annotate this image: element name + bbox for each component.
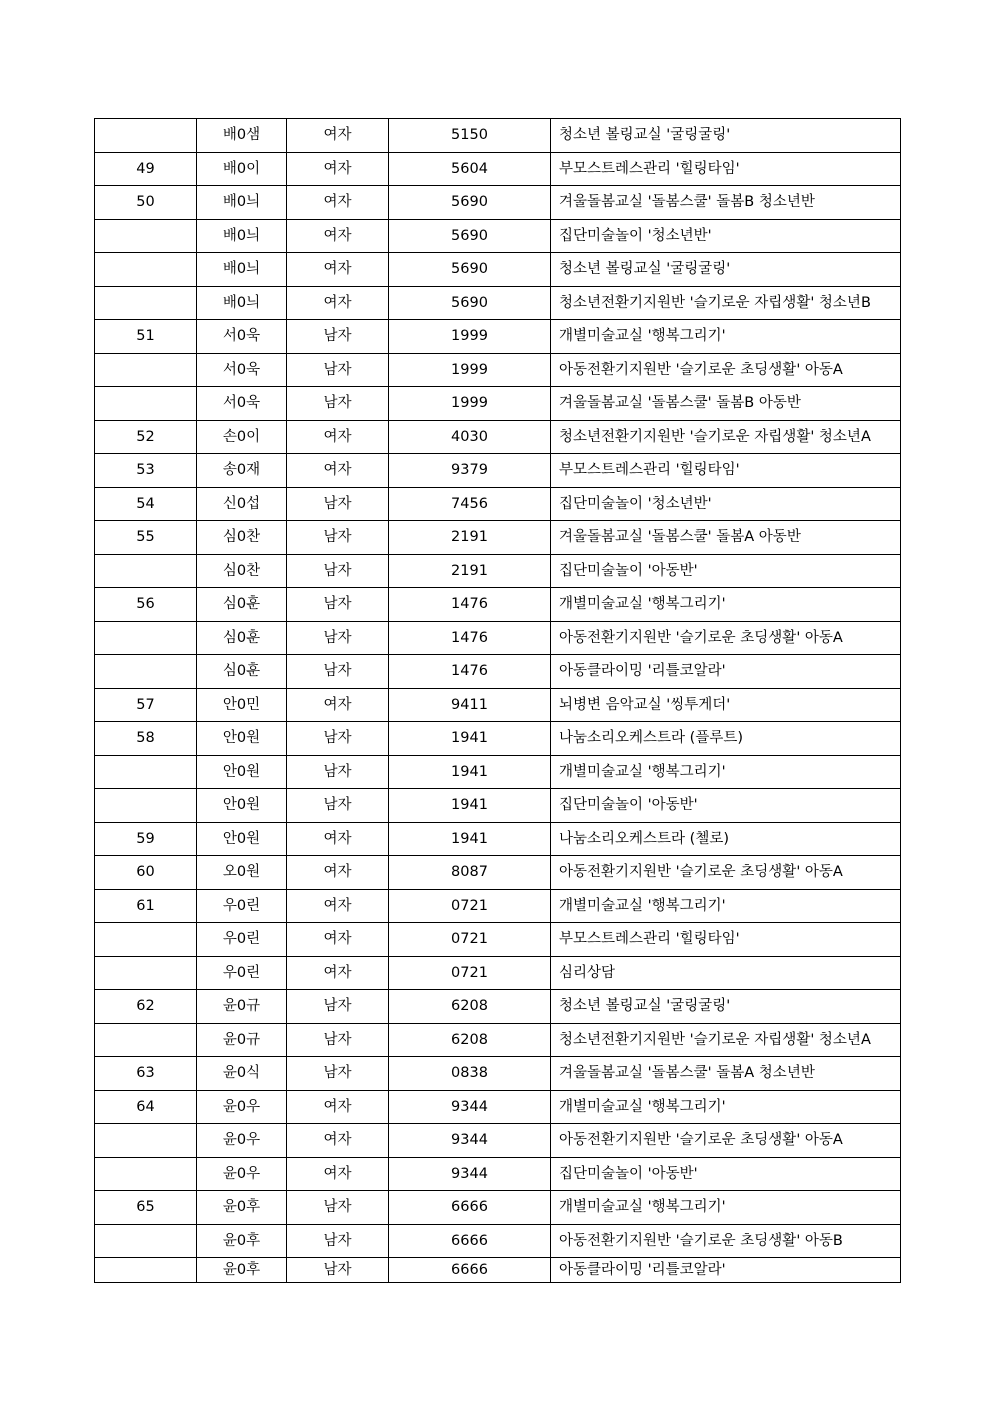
gender-cell: 남자 — [287, 1224, 389, 1258]
table-row — [95, 722, 901, 756]
participant-table-body — [95, 119, 901, 1283]
row-number-cell — [95, 1258, 197, 1283]
table-row — [95, 387, 901, 421]
table-row — [95, 1224, 901, 1258]
program-cell: 집단미술놀이 '청소년반' — [551, 219, 901, 253]
program-cell: 개별미술교실 '행복그리기' — [551, 889, 901, 923]
row-number-cell: 58 — [95, 722, 197, 756]
program-cell: 청소년전환기지원반 '슬기로운 자립생활' 청소년B — [551, 286, 901, 320]
row-number-cell: 62 — [95, 990, 197, 1024]
program-cell: 청소년 볼링교실 '굴링굴링' — [551, 253, 901, 287]
participant-name-cell: 안0원 — [197, 822, 287, 856]
program-cell: 집단미술놀이 '아동반' — [551, 789, 901, 823]
id-code-cell: 0721 — [389, 889, 551, 923]
gender-cell: 여자 — [287, 454, 389, 488]
participant-name-cell: 안0원 — [197, 722, 287, 756]
id-code-cell: 1941 — [389, 822, 551, 856]
row-number-cell — [95, 353, 197, 387]
program-cell: 아동클라이밍 '리틀코알라' — [551, 1258, 901, 1283]
gender-cell: 남자 — [287, 1191, 389, 1225]
row-number-cell: 51 — [95, 320, 197, 354]
row-number-cell — [95, 554, 197, 588]
table-row — [95, 1124, 901, 1158]
table-row — [95, 487, 901, 521]
row-number-cell: 63 — [95, 1057, 197, 1091]
gender-cell: 여자 — [287, 119, 389, 153]
table-row — [95, 1258, 901, 1283]
table-row — [95, 655, 901, 689]
program-cell: 아동전환기지원반 '슬기로운 초딩생활' 아동A — [551, 353, 901, 387]
participant-name-cell: 윤0우 — [197, 1124, 287, 1158]
program-cell: 아동전환기지원반 '슬기로운 초딩생활' 아동A — [551, 856, 901, 890]
table-row — [95, 320, 901, 354]
id-code-cell: 5604 — [389, 152, 551, 186]
row-number-cell — [95, 219, 197, 253]
participant-name-cell: 배0늬 — [197, 253, 287, 287]
participant-name-cell: 우0린 — [197, 923, 287, 957]
row-number-cell — [95, 755, 197, 789]
program-cell: 겨울돌봄교실 '돌봄스쿨' 돌봄B 아동반 — [551, 387, 901, 421]
id-code-cell: 2191 — [389, 521, 551, 555]
table-row — [95, 186, 901, 220]
id-code-cell: 1941 — [389, 755, 551, 789]
participant-name-cell: 윤0후 — [197, 1191, 287, 1225]
id-code-cell: 5690 — [389, 186, 551, 220]
id-code-cell: 6208 — [389, 1023, 551, 1057]
row-number-cell: 59 — [95, 822, 197, 856]
table-row — [95, 990, 901, 1024]
program-cell: 부모스트레스관리 '힐링타임' — [551, 923, 901, 957]
row-number-cell — [95, 1224, 197, 1258]
participant-name-cell: 신0섭 — [197, 487, 287, 521]
id-code-cell: 8087 — [389, 856, 551, 890]
id-code-cell: 0838 — [389, 1057, 551, 1091]
row-number-cell: 50 — [95, 186, 197, 220]
table-row — [95, 856, 901, 890]
participant-name-cell: 우0린 — [197, 889, 287, 923]
id-code-cell: 9379 — [389, 454, 551, 488]
row-number-cell — [95, 655, 197, 689]
gender-cell: 남자 — [287, 990, 389, 1024]
table-row — [95, 789, 901, 823]
row-number-cell: 56 — [95, 588, 197, 622]
table-row — [95, 521, 901, 555]
row-number-cell — [95, 1157, 197, 1191]
participant-name-cell: 윤0규 — [197, 990, 287, 1024]
id-code-cell: 1999 — [389, 353, 551, 387]
gender-cell: 남자 — [287, 387, 389, 421]
id-code-cell: 9411 — [389, 688, 551, 722]
table-row — [95, 554, 901, 588]
table-row — [95, 822, 901, 856]
id-code-cell: 1999 — [389, 320, 551, 354]
row-number-cell: 53 — [95, 454, 197, 488]
row-number-cell: 57 — [95, 688, 197, 722]
participant-name-cell: 윤0식 — [197, 1057, 287, 1091]
row-number-cell — [95, 1124, 197, 1158]
row-number-cell: 64 — [95, 1090, 197, 1124]
participant-name-cell: 윤0후 — [197, 1258, 287, 1283]
gender-cell: 남자 — [287, 588, 389, 622]
gender-cell: 남자 — [287, 722, 389, 756]
row-number-cell: 52 — [95, 420, 197, 454]
participant-name-cell: 심0훈 — [197, 588, 287, 622]
program-cell: 심리상담 — [551, 956, 901, 990]
id-code-cell: 7456 — [389, 487, 551, 521]
program-cell: 겨울돌봄교실 '돌봄스쿨' 돌봄A 청소년반 — [551, 1057, 901, 1091]
program-cell: 청소년 볼링교실 '굴링굴링' — [551, 119, 901, 153]
table-row — [95, 1057, 901, 1091]
participant-name-cell: 송0재 — [197, 454, 287, 488]
row-number-cell — [95, 1023, 197, 1057]
gender-cell: 남자 — [287, 755, 389, 789]
row-number-cell — [95, 923, 197, 957]
participant-name-cell: 윤0규 — [197, 1023, 287, 1057]
program-cell: 나눔소리오케스트라 (플루트) — [551, 722, 901, 756]
id-code-cell: 6666 — [389, 1224, 551, 1258]
id-code-cell: 5690 — [389, 253, 551, 287]
participant-name-cell: 심0찬 — [197, 521, 287, 555]
id-code-cell: 1476 — [389, 655, 551, 689]
row-number-cell: 54 — [95, 487, 197, 521]
table-row — [95, 755, 901, 789]
id-code-cell: 9344 — [389, 1090, 551, 1124]
participant-name-cell: 심0훈 — [197, 621, 287, 655]
table-row — [95, 420, 901, 454]
row-number-cell: 55 — [95, 521, 197, 555]
program-cell: 개별미술교실 '행복그리기' — [551, 320, 901, 354]
gender-cell: 여자 — [287, 923, 389, 957]
gender-cell: 여자 — [287, 856, 389, 890]
gender-cell: 남자 — [287, 521, 389, 555]
participant-name-cell: 배0늬 — [197, 286, 287, 320]
program-cell: 뇌병변 음악교실 '씽투게더' — [551, 688, 901, 722]
table-row — [95, 286, 901, 320]
gender-cell: 남자 — [287, 1057, 389, 1091]
table-row — [95, 1090, 901, 1124]
participant-name-cell: 안0원 — [197, 755, 287, 789]
row-number-cell: 61 — [95, 889, 197, 923]
table-row — [95, 1023, 901, 1057]
gender-cell: 여자 — [287, 219, 389, 253]
gender-cell: 여자 — [287, 186, 389, 220]
participant-name-cell: 배0샘 — [197, 119, 287, 153]
row-number-cell: 65 — [95, 1191, 197, 1225]
gender-cell: 남자 — [287, 1023, 389, 1057]
table-row — [95, 923, 901, 957]
participant-name-cell: 심0찬 — [197, 554, 287, 588]
id-code-cell: 1999 — [389, 387, 551, 421]
id-code-cell: 1941 — [389, 722, 551, 756]
table-row — [95, 688, 901, 722]
table-row — [95, 889, 901, 923]
gender-cell: 남자 — [287, 655, 389, 689]
id-code-cell: 5690 — [389, 286, 551, 320]
participant-name-cell: 안0민 — [197, 688, 287, 722]
gender-cell: 남자 — [287, 353, 389, 387]
table-row — [95, 956, 901, 990]
id-code-cell: 5150 — [389, 119, 551, 153]
id-code-cell: 0721 — [389, 923, 551, 957]
program-cell: 겨울돌봄교실 '돌봄스쿨' 돌봄B 청소년반 — [551, 186, 901, 220]
table-row — [95, 1157, 901, 1191]
table-row — [95, 353, 901, 387]
gender-cell: 남자 — [287, 487, 389, 521]
gender-cell: 여자 — [287, 889, 389, 923]
table-row — [95, 454, 901, 488]
participant-name-cell: 손0이 — [197, 420, 287, 454]
table-row — [95, 152, 901, 186]
gender-cell: 여자 — [287, 688, 389, 722]
program-cell: 집단미술놀이 '청소년반' — [551, 487, 901, 521]
row-number-cell: 60 — [95, 856, 197, 890]
id-code-cell: 9344 — [389, 1124, 551, 1158]
participant-name-cell: 서0욱 — [197, 387, 287, 421]
row-number-cell — [95, 621, 197, 655]
row-number-cell — [95, 789, 197, 823]
program-cell: 부모스트레스관리 '힐링타임' — [551, 152, 901, 186]
gender-cell: 남자 — [287, 789, 389, 823]
program-cell: 아동클라이밍 '리틀코알라' — [551, 655, 901, 689]
program-cell: 개별미술교실 '행복그리기' — [551, 1191, 901, 1225]
gender-cell: 여자 — [287, 1124, 389, 1158]
id-code-cell: 0721 — [389, 956, 551, 990]
gender-cell: 남자 — [287, 621, 389, 655]
id-code-cell: 6666 — [389, 1258, 551, 1283]
id-code-cell: 9344 — [389, 1157, 551, 1191]
row-number-cell — [95, 286, 197, 320]
program-cell: 나눔소리오케스트라 (첼로) — [551, 822, 901, 856]
program-cell: 부모스트레스관리 '힐링타임' — [551, 454, 901, 488]
id-code-cell: 6208 — [389, 990, 551, 1024]
participant-name-cell: 서0욱 — [197, 320, 287, 354]
gender-cell: 여자 — [287, 1090, 389, 1124]
gender-cell: 여자 — [287, 956, 389, 990]
id-code-cell: 2191 — [389, 554, 551, 588]
id-code-cell: 1476 — [389, 588, 551, 622]
participant-name-cell: 오0원 — [197, 856, 287, 890]
program-cell: 겨울돌봄교실 '돌봄스쿨' 돌봄A 아동반 — [551, 521, 901, 555]
id-code-cell: 6666 — [389, 1191, 551, 1225]
program-cell: 아동전환기지원반 '슬기로운 초딩생활' 아동B — [551, 1224, 901, 1258]
row-number-cell — [95, 387, 197, 421]
gender-cell: 남자 — [287, 1258, 389, 1283]
program-cell: 개별미술교실 '행복그리기' — [551, 755, 901, 789]
participant-name-cell: 안0원 — [197, 789, 287, 823]
program-cell: 아동전환기지원반 '슬기로운 초딩생활' 아동A — [551, 1124, 901, 1158]
table-row — [95, 588, 901, 622]
program-cell: 청소년전환기지원반 '슬기로운 자립생활' 청소년A — [551, 420, 901, 454]
participant-name-cell: 배0늬 — [197, 219, 287, 253]
gender-cell: 여자 — [287, 253, 389, 287]
table-row — [95, 1191, 901, 1225]
row-number-cell — [95, 119, 197, 153]
program-cell: 개별미술교실 '행복그리기' — [551, 1090, 901, 1124]
table-row — [95, 119, 901, 153]
program-cell: 집단미술놀이 '아동반' — [551, 1157, 901, 1191]
row-number-cell: 49 — [95, 152, 197, 186]
table-row — [95, 253, 901, 287]
table-row — [95, 219, 901, 253]
program-cell: 집단미술놀이 '아동반' — [551, 554, 901, 588]
participant-name-cell: 배0이 — [197, 152, 287, 186]
program-cell: 청소년전환기지원반 '슬기로운 자립생활' 청소년A — [551, 1023, 901, 1057]
program-cell: 개별미술교실 '행복그리기' — [551, 588, 901, 622]
participant-name-cell: 윤0우 — [197, 1157, 287, 1191]
gender-cell: 여자 — [287, 822, 389, 856]
gender-cell: 남자 — [287, 320, 389, 354]
participant-name-cell: 심0훈 — [197, 655, 287, 689]
participant-name-cell: 우0린 — [197, 956, 287, 990]
participant-name-cell: 서0욱 — [197, 353, 287, 387]
gender-cell: 여자 — [287, 152, 389, 186]
id-code-cell: 5690 — [389, 219, 551, 253]
row-number-cell — [95, 253, 197, 287]
program-cell: 청소년 볼링교실 '굴링굴링' — [551, 990, 901, 1024]
participant-name-cell: 윤0후 — [197, 1224, 287, 1258]
row-number-cell — [95, 956, 197, 990]
participant-table — [94, 118, 901, 1283]
gender-cell: 여자 — [287, 1157, 389, 1191]
id-code-cell: 1476 — [389, 621, 551, 655]
id-code-cell: 1941 — [389, 789, 551, 823]
participant-name-cell: 윤0우 — [197, 1090, 287, 1124]
gender-cell: 남자 — [287, 554, 389, 588]
gender-cell: 여자 — [287, 286, 389, 320]
program-cell: 아동전환기지원반 '슬기로운 초딩생활' 아동A — [551, 621, 901, 655]
gender-cell: 여자 — [287, 420, 389, 454]
table-row — [95, 621, 901, 655]
id-code-cell: 4030 — [389, 420, 551, 454]
participant-name-cell: 배0늬 — [197, 186, 287, 220]
